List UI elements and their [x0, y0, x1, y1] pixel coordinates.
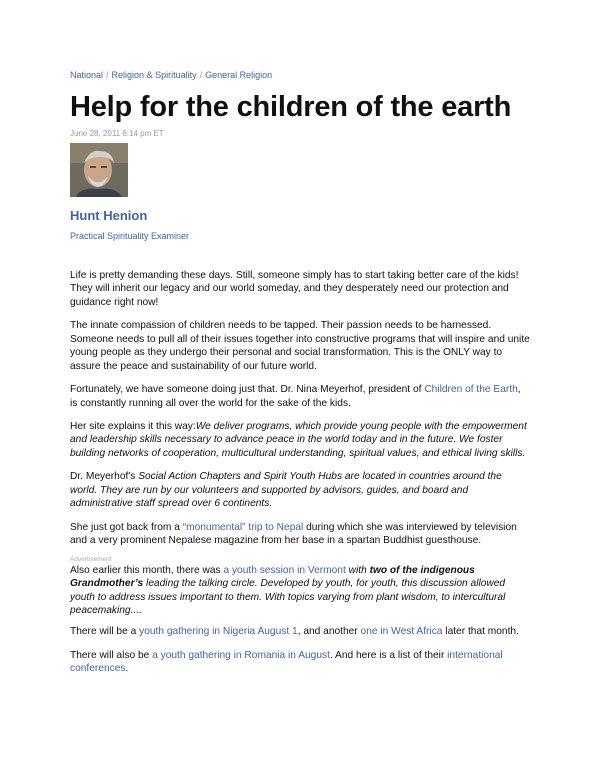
link-youth-gathering-romania[interactable]: a youth gathering in Romania in August [152, 649, 330, 661]
paragraph-8 [70, 625, 530, 638]
text-span: during which she was interviewed by television and a very prominent Nepalese magazine from her base in a spartan Buddhist guesthouse. [70, 521, 517, 547]
publish-date: June 28, 2011 6:14 pm ET [70, 128, 164, 138]
author-name[interactable] [70, 208, 530, 223]
text-span: , is constantly running all over the world for the sake of the kids. [70, 384, 521, 409]
paragraph-2: The innate compassion of children needs to be tapped. Their passion needs to be harnessed. Someone needs to pull all of their issues together into constructive programs that will inspire and unite young people as they undergo their personal and social transformation. This is the ONLY way to assure the peace and sustainability of our future world. [70, 320, 530, 372]
author-name-link[interactable]: Hunt Henion [70, 207, 148, 223]
link-west-africa[interactable]: one in West Africa [360, 626, 443, 638]
bold-italic-text: two of the indigenous Grandmother’s [70, 564, 475, 590]
link-international-conferences[interactable]: international conferences [70, 649, 503, 675]
article-title: Help for the children of the earth [70, 91, 512, 123]
breadcrumb-link-national[interactable]: National [70, 70, 104, 80]
link-children-of-the-earth[interactable]: Children of the Earth [424, 384, 518, 396]
text-span: . And here is a list of their [329, 649, 448, 661]
paragraph-9 [70, 649, 530, 676]
link-youth-gathering-nigeria[interactable]: youth gathering in Nigeria August 1 [139, 626, 298, 638]
paragraph-4 [70, 420, 530, 460]
paragraph-3 [70, 383, 530, 410]
advertisement-label: Advertisement [70, 555, 112, 563]
paragraph-1: Life is pretty demanding these days. Still, someone simply has to start taking better care of the kids! They will inherit our legacy and our world someday, and they desperately need our protection and guidance right now! [70, 269, 519, 308]
italic-text: leading the talking circle. Developed by youth, for youth, this discussion allowed youth to address issues important to them. With topics varying from plant wisdom, to intercultural peacemaking.... [70, 578, 506, 616]
italic-text: with [345, 564, 370, 576]
text-span: There will be a [70, 626, 140, 638]
text-span: . [125, 663, 129, 675]
breadcrumb-link-religion-spirituality[interactable]: Religion & Spirituality [111, 70, 197, 80]
text-span: Fortunately, we have someone doing just that. Dr. Nina Meyerhof, president of [70, 384, 425, 396]
italic-text: Social Action Chapters and Spirit Youth Hubs are located in countries around the world. They are run by our volunteers and supported by advisors, guides, and board and administrative staff spread over 6 continents. [70, 471, 502, 510]
paragraph-7 [70, 564, 530, 618]
author-title[interactable]: Practical Spirituality Examiner [70, 230, 190, 241]
text-span: She just got back from a [70, 521, 183, 533]
text-span: , and another [297, 626, 361, 638]
breadcrumb-separator: / [199, 70, 203, 80]
text-span: Her site explains it this way: [70, 420, 196, 432]
paragraph-5 [70, 470, 530, 510]
breadcrumb-separator: / [106, 70, 109, 80]
text-span: There will also be [70, 649, 153, 661]
text-span: Dr. Meyerhof's [70, 471, 139, 483]
author-avatar[interactable] [70, 143, 128, 197]
link-trip-to-nepal[interactable]: “monumental” trip to Nepal [182, 521, 304, 533]
text-span: later that month. [442, 626, 519, 638]
link-youth-session-vermont[interactable]: a youth session in Vermont [223, 564, 346, 576]
quote-text: We deliver programs, which provide young people with the empowerment and leadership skills necessary to advance peace in the world today and in the future. We foster building networks of cooperation, multicultural understanding, spiritual values, and ethical living skills. [70, 420, 527, 459]
breadcrumb [70, 70, 530, 80]
paragraph-6 [70, 521, 530, 548]
breadcrumb-link-general-religion[interactable]: General Religion [205, 70, 273, 80]
text-span: Also earlier this month, there was [70, 564, 224, 576]
